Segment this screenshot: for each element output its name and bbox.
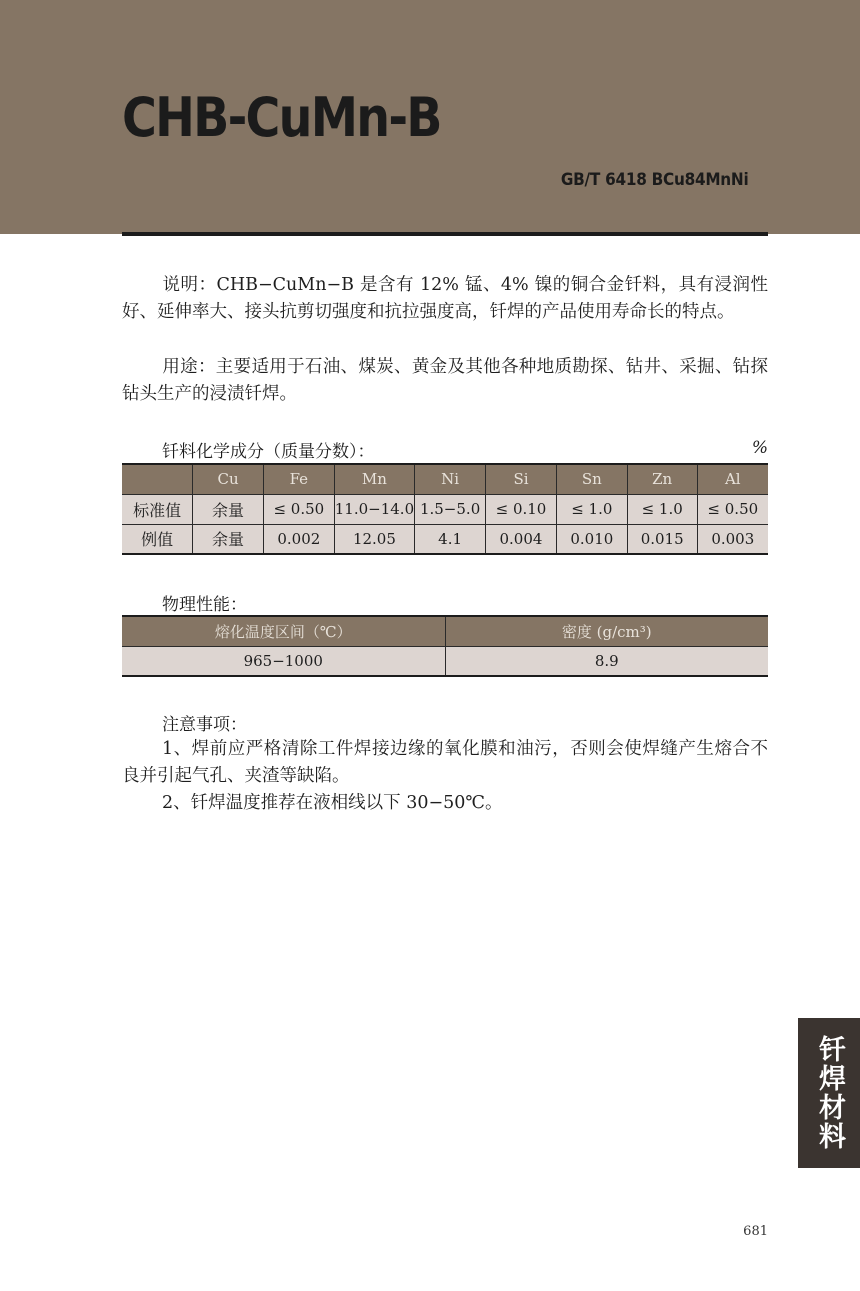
note-text: 1、焊前应严格清除工件焊接边缘的氧化膜和油污，否则会使焊缝产生熔合不良并引起气孔、夹渣等缺陷。 bbox=[122, 739, 768, 786]
title-rule bbox=[122, 232, 768, 236]
physical-header-row bbox=[122, 616, 768, 646]
table-cell: 4.1 bbox=[415, 524, 486, 554]
table-cell: ≤ 1.0 bbox=[627, 494, 697, 524]
table-cell: 0.003 bbox=[697, 524, 768, 554]
row-label-standard: 标准值 bbox=[122, 494, 193, 524]
table-cell: 余量 bbox=[193, 494, 264, 524]
table-cell: 0.002 bbox=[263, 524, 334, 554]
composition-header-cell: Zn bbox=[627, 464, 697, 494]
note-text: 2、钎焊温度推荐在液相线以下 30−50℃。 bbox=[162, 793, 503, 813]
standard-code: GB/T 6418 BCu84MnNi bbox=[560, 170, 748, 190]
table-cell: ≤ 0.50 bbox=[263, 494, 334, 524]
composition-table bbox=[122, 463, 768, 555]
composition-header-cell: Al bbox=[697, 464, 768, 494]
composition-header-cell: Fe bbox=[263, 464, 334, 494]
description-paragraph bbox=[122, 272, 768, 325]
usage-paragraph bbox=[122, 354, 768, 407]
row-label-example: 例值 bbox=[122, 524, 193, 554]
composition-header-cell: Mn bbox=[334, 464, 414, 494]
table-cell: 12.05 bbox=[334, 524, 414, 554]
usage-text: 主要适用于石油、煤炭、黄金及其他各种地质勘探、钻井、采掘、钻探钻头生产的浸渍钎焊。 bbox=[122, 357, 769, 404]
usage-label: 用途： bbox=[162, 357, 216, 377]
table-row bbox=[122, 524, 768, 554]
composition-header-cell: Ni bbox=[415, 464, 486, 494]
table-cell: 0.015 bbox=[627, 524, 697, 554]
physical-label: 物理性能： bbox=[162, 595, 247, 615]
composition-label: 钎料化学成分（质量分数）： bbox=[162, 442, 375, 462]
table-row bbox=[122, 494, 768, 524]
physical-table bbox=[122, 615, 768, 677]
table-cell: 8.9 bbox=[445, 646, 768, 676]
table-cell: ≤ 1.0 bbox=[556, 494, 627, 524]
table-cell: 11.0−14.0 bbox=[334, 494, 414, 524]
composition-header-cell: Sn bbox=[556, 464, 627, 494]
notes-label: 注意事项： bbox=[162, 715, 247, 735]
composition-header-cell bbox=[122, 464, 193, 494]
physical-header-cell: 熔化温度区间（℃） bbox=[122, 616, 445, 646]
table-cell: 0.004 bbox=[486, 524, 557, 554]
composition-unit: % bbox=[751, 438, 768, 458]
description-label: 说明： bbox=[162, 275, 217, 295]
table-cell: ≤ 0.50 bbox=[697, 494, 768, 524]
table-cell: 965−1000 bbox=[122, 646, 445, 676]
composition-header-cell: Si bbox=[486, 464, 557, 494]
note-item bbox=[122, 736, 768, 789]
table-cell: 余量 bbox=[193, 524, 264, 554]
table-cell: 1.5−5.0 bbox=[415, 494, 486, 524]
physical-header-cell: 密度 (g/cm³) bbox=[445, 616, 768, 646]
table-cell: ≤ 0.10 bbox=[486, 494, 557, 524]
section-side-tab: 钎焊材料 bbox=[798, 1018, 860, 1168]
page-number: 681 bbox=[743, 1224, 768, 1239]
composition-header-row bbox=[122, 464, 768, 494]
table-row bbox=[122, 646, 768, 676]
note-item bbox=[122, 790, 768, 817]
table-cell: 0.010 bbox=[556, 524, 627, 554]
product-title: CHB-CuMn-B bbox=[122, 86, 441, 149]
description-text: CHB−CuMn−B 是含有 12% 锰、4% 镍的铜合金钎料，具有浸润性好、延伸率大、接头抗剪切强度和抗拉强度高，钎焊的产品使用寿命长的特点。 bbox=[122, 275, 768, 322]
composition-header-cell: Cu bbox=[193, 464, 264, 494]
